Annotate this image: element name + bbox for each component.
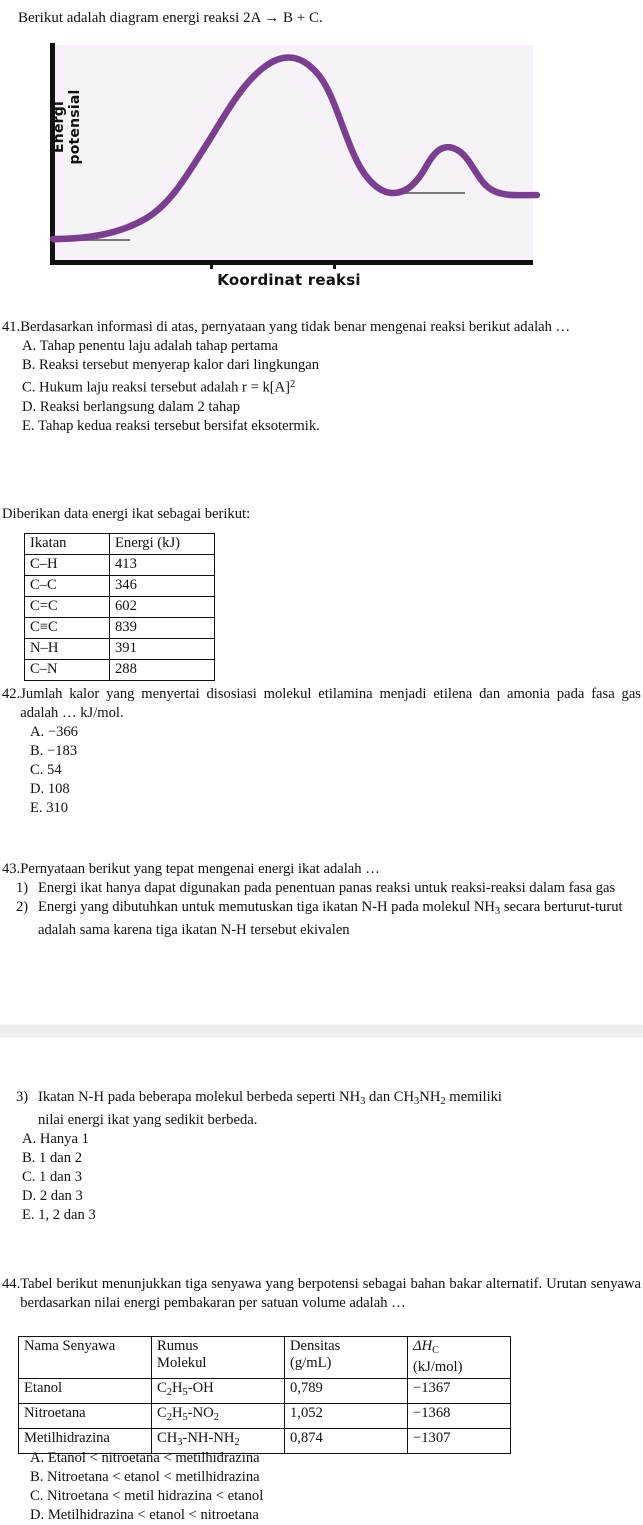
option-41-c-text: C. Hukum laju reaksi tersebut adalah r = k[A] (22, 379, 291, 396)
question-43-continued (2, 1088, 641, 1225)
question-43-stem (2, 860, 641, 879)
table-row (25, 618, 215, 639)
option-41-c[interactable] (2, 375, 641, 398)
bond-cell-name: C≡C (25, 618, 110, 639)
sub-item-3-part3: NH (419, 1089, 441, 1105)
option-41-c-exponent: 2 (290, 379, 296, 390)
fuel-header-enthalpy-symbol: ΔH (413, 1338, 433, 1354)
intro-text: Berikut adalah diagram energi reaksi 2A → B + C. (18, 10, 323, 26)
bond-cell-value: 288 (110, 660, 215, 681)
formula-part: H (171, 1379, 183, 1396)
fuel-header-rumus (152, 1337, 285, 1379)
option-43-d[interactable]: D. 2 dan 3 (22, 1187, 83, 1204)
option-41-d[interactable]: D. Reaksi berlangsung dalam 2 tahap (22, 398, 241, 415)
formula-sub: 2 (166, 1411, 172, 1423)
formula-sub: 3 (177, 1436, 183, 1448)
question-42-number: 42. (2, 686, 21, 702)
sub-item-3-part1: Ikatan N-H pada beberapa molekul berbeda seperti NH (38, 1089, 361, 1105)
question-43-sub-items-continued (2, 1088, 641, 1130)
sub-item-1-text: Energi ikat hanya dapat digunakan pada penentuan panas reaksi untuk reaksi-reaksi dalam fasa gas (38, 880, 616, 896)
question-42-stem (2, 685, 641, 723)
bond-table-header-ikatan: Ikatan (25, 534, 110, 555)
sub-item-1-number: 1) (16, 880, 29, 896)
table-row (25, 576, 215, 597)
sub-item-3-part4: memiliki (445, 1089, 502, 1105)
plot-frame (45, 43, 533, 268)
fuel-cell-rumus (152, 1378, 285, 1403)
formula-part: -NO (187, 1404, 214, 1421)
fuel-comparison-table (18, 1336, 511, 1454)
option-44-c[interactable]: C. Nitroetana < metil hidrazina < etanol (30, 1488, 264, 1504)
formula-sub: 5 (182, 1411, 188, 1423)
sub-item-3-part2: dan CH (365, 1089, 415, 1105)
table-row (25, 639, 215, 660)
fuel-cell-densitas: 0,874 (285, 1428, 408, 1453)
question-41-stem (2, 318, 641, 337)
question-43-text: Pernyataan berikut yang tepat mengenai energi ikat adalah … (20, 861, 380, 877)
formula-part: -NH-NH (182, 1429, 235, 1446)
fuel-cell-densitas: 0,789 (285, 1378, 408, 1403)
formula-sub: 2 (166, 1386, 172, 1398)
sub-item-3-subscript-1: 3 (360, 1095, 366, 1107)
fuel-cell-nama: Etanol (19, 1378, 152, 1403)
question-44-number: 44. (2, 1276, 21, 1292)
table-header-row (25, 534, 215, 555)
option-43-e[interactable]: E. 1, 2 dan 3 (22, 1206, 96, 1223)
sub-item-3-number: 3) (16, 1089, 29, 1105)
table-row (19, 1403, 511, 1428)
option-42-a[interactable]: A. −366 (30, 724, 78, 740)
formula-sub: 5 (182, 1386, 188, 1398)
bond-cell-value: 602 (110, 597, 215, 618)
option-41-e[interactable]: E. Tahap kedua reaksi tersebut bersifat eksotermik. (22, 417, 320, 434)
fuel-cell-densitas: 1,052 (285, 1403, 408, 1428)
fuel-cell-enthalpy: −1307 (408, 1428, 511, 1453)
option-41-a[interactable]: A. Tahap penentu laju adalah tahap pertama (22, 338, 279, 354)
option-43-a[interactable]: A. Hanya 1 (22, 1130, 89, 1147)
fuel-cell-enthalpy: −1368 (408, 1403, 511, 1428)
fuel-cell-rumus (152, 1403, 285, 1428)
bond-cell-value: 346 (110, 576, 215, 597)
option-42-b[interactable]: B. −183 (30, 743, 78, 759)
fuel-header-densitas-line2: (g/mL) (290, 1355, 332, 1371)
question-41-number: 41. (2, 319, 21, 335)
option-42-d[interactable]: D. 108 (30, 781, 70, 797)
fuel-header-enthalpy-subscript: C (432, 1344, 440, 1356)
fuel-header-nama: Nama Senyawa (19, 1337, 152, 1379)
question-44 (2, 1275, 641, 1313)
option-44-b[interactable]: B. Nitroetana < etanol < metilhidrazina (30, 1469, 260, 1485)
y-axis-label: Energi potensial (51, 89, 83, 165)
question-42-options (2, 723, 641, 818)
bond-energy-table (24, 533, 215, 681)
sub-item-2-part1: Energi yang dibutuhkan untuk memutuskan tiga ikatan N-H pada molekul NH (38, 899, 495, 915)
question-43-sub-items (2, 879, 641, 940)
fuel-cell-nama: Metilhidrazina (19, 1428, 152, 1453)
sub-item-2-subscript: 3 (494, 905, 501, 917)
bond-cell-value: 413 (110, 555, 215, 576)
question-43-options (2, 1130, 641, 1225)
formula-part: -OH (187, 1379, 214, 1396)
energy-profile-curve (45, 43, 533, 268)
question-41 (2, 318, 641, 436)
fuel-cell-nama: Nitroetana (19, 1403, 152, 1428)
sub-item-3 (2, 1088, 641, 1130)
sub-item-3-text (38, 1088, 641, 1130)
option-41-b[interactable]: B. Reaksi tersebut menyerap kalor dari lingkungan (22, 357, 320, 373)
x-axis-label: Koordinat reaksi (217, 271, 361, 289)
question-43-number: 43. (2, 861, 21, 877)
fuel-header-rumus-line1: Rumus (157, 1338, 199, 1354)
option-42-c[interactable]: C. 54 (30, 762, 62, 778)
formula-sub: 2 (213, 1411, 219, 1423)
sub-item-2 (2, 898, 641, 940)
bond-cell-name: C–N (25, 660, 110, 681)
bond-cell-name: C–H (25, 555, 110, 576)
fuel-cell-enthalpy: −1367 (408, 1378, 511, 1403)
question-44-stem (2, 1275, 641, 1313)
bond-cell-name: C–C (25, 576, 110, 597)
bond-cell-value: 391 (110, 639, 215, 660)
question-41-options (2, 337, 641, 436)
curve-path (53, 57, 537, 239)
fuel-header-densitas-line1: Densitas (290, 1338, 341, 1354)
option-42-e[interactable]: E. 310 (30, 800, 69, 816)
question-43 (2, 860, 641, 940)
page-break-separator (0, 1024, 643, 1038)
energy-diagram-figure (45, 43, 533, 295)
fuel-header-enthalpy-unit: (kJ/mol) (413, 1358, 463, 1375)
formula-part: CH (157, 1429, 178, 1446)
formula-part: H (171, 1404, 183, 1421)
sub-item-2-text (38, 898, 641, 940)
table-header-row (19, 1337, 511, 1379)
bond-cell-name: N–H (25, 639, 110, 660)
table-row (25, 597, 215, 618)
formula-sub: 2 (234, 1436, 240, 1448)
formula-part: C (157, 1379, 167, 1396)
sub-item-1 (2, 879, 641, 898)
fuel-header-enthalpy (408, 1337, 511, 1379)
bond-cell-name: C=C (25, 597, 110, 618)
question-44-text: Tabel berikut menunjukkan tiga senyawa yang berpotensi sebagai bahan bakar alternatif. Urutan senyawa berdasarkan nilai energi pembakaran per satuan volume adalah … (20, 1276, 641, 1311)
bond-energy-intro: Diberikan data energi ikat sebagai berikut: (2, 506, 251, 522)
fuel-header-rumus-line2: Molekul (157, 1355, 207, 1371)
sub-item-3-subscript-3: 2 (440, 1095, 446, 1107)
option-43-b[interactable]: B. 1 dan 2 (22, 1149, 82, 1166)
sub-item-2-number: 2) (16, 899, 29, 915)
question-42 (2, 685, 641, 818)
table-row (25, 660, 215, 681)
formula-part: C (157, 1404, 167, 1421)
sub-item-2-part2: secara berturut-turut adalah sama karena tiga ikatan N-H tersebut ekivalen (38, 899, 623, 938)
bond-cell-value: 839 (110, 618, 215, 639)
option-44-d[interactable]: D. Metilhidrazina < etanol < nitroetana (30, 1507, 259, 1523)
option-44-a[interactable]: A. Etanol < nitroetana < metilhidrazina (30, 1450, 260, 1466)
sub-item-3-line2: nilai energi ikat yang sedikit berbeda. (38, 1111, 258, 1128)
table-row (19, 1378, 511, 1403)
option-43-c[interactable]: C. 1 dan 3 (22, 1168, 82, 1185)
question-41-text: Berdasarkan informasi di atas, pernyataan yang tidak benar mengenai reaksi berikut adalah … (20, 319, 571, 335)
fuel-header-densitas (285, 1337, 408, 1379)
bond-table-header-energi: Energi (kJ) (110, 534, 215, 555)
table-row (25, 555, 215, 576)
question-42-text: Jumlah kalor yang menyertai disosiasi molekul etilamina menjadi etilena dan amonia pada fasa gas adalah … kJ/mol. (20, 686, 641, 721)
sub-item-3-subscript-2: 3 (414, 1095, 420, 1107)
